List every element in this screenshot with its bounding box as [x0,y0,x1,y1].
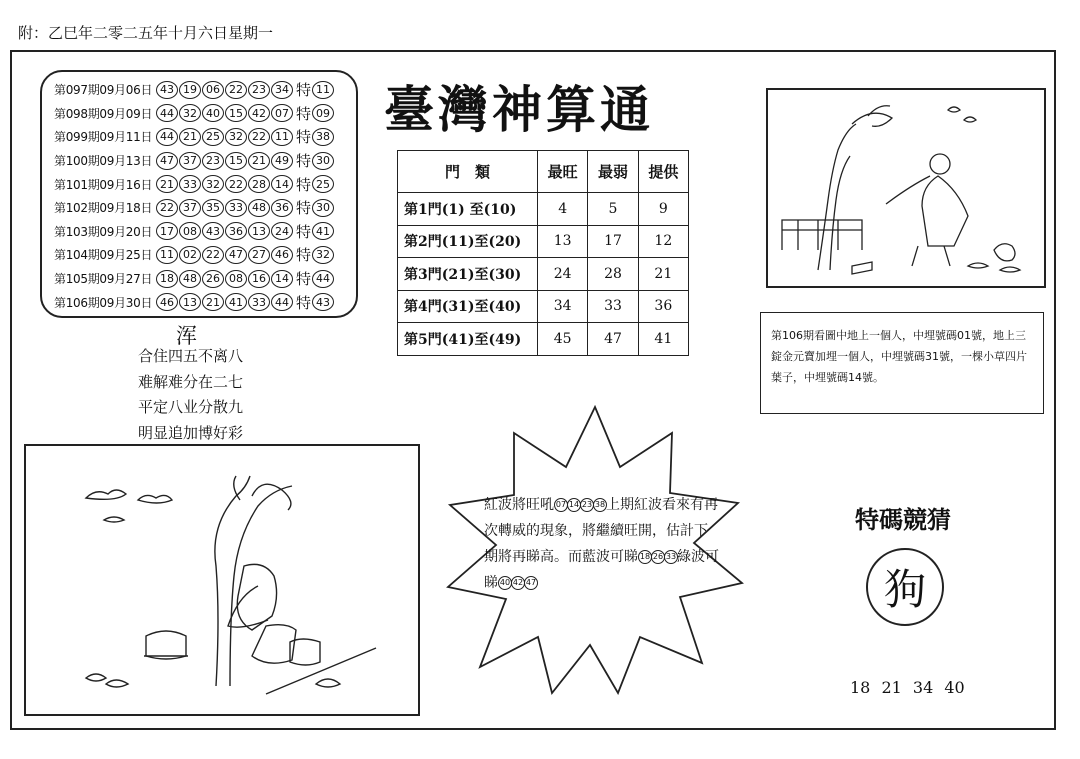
history-row [54,267,356,291]
number-ball: 44 [271,293,293,311]
number-ball: 24 [271,222,293,240]
number-ball: 22 [202,246,224,264]
gate-cold: 33 [588,290,638,323]
number-ball: 21 [156,175,178,193]
history-period: 第106期09月30日 [54,295,153,310]
special-label: 特 [296,199,312,218]
header-offer: 提供 [638,151,688,193]
number-ball: 32 [202,175,224,193]
number-ball: 23 [248,81,270,99]
special-label: 特 [296,81,312,100]
gate-hot: 34 [538,290,588,323]
history-row [54,243,356,267]
gate-cold: 47 [588,323,638,356]
poem-line: 合住四五不离八 [138,347,244,365]
special-number-ball: 41 [312,222,334,240]
green-wave-ball: 40 [498,576,512,590]
poem-heading: 浑 [176,324,197,348]
number-ball: 22 [248,128,270,146]
history-period: 第104期09月25日 [54,248,153,263]
special-number-ball: 25 [312,175,334,193]
gate-row [398,193,689,226]
gate-cold: 17 [588,225,638,258]
number-ball: 48 [248,199,270,217]
gate-category: 第5門(41)至(49) [398,323,538,356]
gate-table [397,150,689,356]
blue-wave-ball: 26 [651,550,665,564]
gate-hot: 4 [538,193,588,226]
gate-hot: 13 [538,225,588,258]
number-ball: 34 [271,81,293,99]
special-number-ball: 30 [312,152,334,170]
green-wave-prefix: 綠波可睇 [484,549,719,591]
history-period: 第099期09月11日 [54,130,153,145]
number-ball: 15 [225,104,247,122]
special-label: 特 [296,222,312,241]
number-ball: 36 [271,199,293,217]
special-guess-title: 特碼競猜 [855,505,951,534]
history-period: 第102期09月18日 [54,201,153,216]
number-ball: 17 [156,222,178,240]
special-label: 特 [296,246,312,265]
number-ball: 23 [202,152,224,170]
history-period: 第097期09月06日 [54,83,153,98]
history-row [54,125,356,149]
number-ball: 32 [225,128,247,146]
special-label: 特 [296,175,312,194]
number-ball: 19 [179,81,201,99]
number-ball: 11 [156,246,178,264]
gate-offer: 36 [638,290,688,323]
red-wave-ball: 14 [567,498,581,512]
number-ball: 49 [271,152,293,170]
number-ball: 22 [156,199,178,217]
number-ball: 33 [179,175,201,193]
history-row [54,102,356,126]
special-number-ball: 32 [312,246,334,264]
history-period: 第103期09月20日 [54,224,153,239]
special-label: 特 [296,293,312,312]
number-ball: 41 [225,293,247,311]
number-ball: 13 [248,222,270,240]
number-ball: 26 [202,270,224,288]
special-number-ball: 43 [312,293,334,311]
number-ball: 13 [179,293,201,311]
special-label: 特 [296,270,312,289]
gate-offer: 41 [638,323,688,356]
number-ball: 06 [202,81,224,99]
red-wave-ball: 23 [580,498,594,512]
gate-offer: 21 [638,258,688,291]
number-ball: 02 [179,246,201,264]
header-date: 附：乙巳年二零二五年十月六日星期一 [18,24,274,42]
star-body: 紅波看來有再次轉威的現象，將繼續旺開，估計下期將再睇高。而藍波可睇 [484,497,718,565]
star-text [484,492,720,596]
number-ball: 33 [225,199,247,217]
gate-category: 第1門(1) 至(10) [398,193,538,226]
number-ball: 46 [271,246,293,264]
number-ball: 32 [179,104,201,122]
number-ball: 48 [179,270,201,288]
number-ball: 35 [202,199,224,217]
number-ball: 40 [202,104,224,122]
number-ball: 18 [156,270,178,288]
history-row [54,196,356,220]
special-label: 特 [296,104,312,123]
number-ball: 14 [271,270,293,288]
number-ball: 44 [156,128,178,146]
history-results [40,70,358,318]
special-guess-numbers: 18 21 34 40 [850,678,965,697]
poem-line: 明显追加博好彩 [138,423,244,442]
number-ball: 43 [202,222,224,240]
gate-hot: 45 [538,323,588,356]
number-ball: 44 [156,104,178,122]
blue-wave-ball: 33 [664,550,678,564]
special-number-ball: 44 [312,270,334,288]
number-ball: 46 [156,293,178,311]
number-ball: 25 [202,128,224,146]
gate-offer: 12 [638,225,688,258]
page-title: 臺灣神算通 [384,80,654,139]
illustration-seated-scholar [24,444,420,716]
gate-cold: 5 [588,193,638,226]
number-ball: 08 [225,270,247,288]
header-hot: 最旺 [538,151,588,193]
history-row [54,290,356,314]
poem [138,344,243,446]
history-period: 第101期09月16日 [54,177,153,192]
number-ball: 36 [225,222,247,240]
number-ball: 47 [225,246,247,264]
poem-line: 平定八业分散九 [138,398,244,416]
special-number-ball: 09 [312,104,334,122]
number-ball: 33 [248,293,270,311]
gate-row [398,258,689,291]
history-period: 第100期09月13日 [54,154,153,169]
history-row [54,172,356,196]
number-ball: 28 [248,175,270,193]
gate-row [398,323,689,356]
number-ball: 22 [225,81,247,99]
special-number-ball: 11 [312,81,334,99]
red-wave-ball: 07 [554,498,568,512]
illustration-pointing-man [766,88,1046,288]
number-ball: 11 [271,128,293,146]
number-ball: 27 [248,246,270,264]
number-ball: 16 [248,270,270,288]
number-ball: 08 [179,222,201,240]
gate-row [398,290,689,323]
number-ball: 47 [156,152,178,170]
gate-hot: 24 [538,258,588,291]
gate-cold: 28 [588,258,638,291]
blue-wave-ball: 18 [638,550,652,564]
poem-line: 难解难分在二七 [138,372,244,391]
number-ball: 37 [179,152,201,170]
number-ball: 42 [248,104,270,122]
green-wave-ball: 47 [524,576,538,590]
special-number-ball: 30 [312,199,334,217]
gate-category: 第4門(31)至(40) [398,290,538,323]
green-wave-ball: 42 [511,576,525,590]
zodiac-circle: 狗 [866,548,944,626]
number-ball: 37 [179,199,201,217]
number-ball: 22 [225,175,247,193]
pointing-man-drawing [768,90,1044,286]
header-cold: 最弱 [588,151,638,193]
gate-row [398,225,689,258]
number-ball: 21 [202,293,224,311]
gate-offer: 9 [638,193,688,226]
number-ball: 21 [179,128,201,146]
number-ball: 43 [156,81,178,99]
gate-category: 第2門(11)至(20) [398,225,538,258]
number-ball: 14 [271,175,293,193]
history-row [54,220,356,244]
history-row [54,149,356,173]
special-number-ball: 38 [312,128,334,146]
special-label: 特 [296,152,312,171]
star-line-suffix: 上期 [606,497,634,513]
history-row [54,78,356,102]
number-ball: 21 [248,152,270,170]
number-ball: 07 [271,104,293,122]
special-label: 特 [296,128,312,147]
red-wave-ball: 38 [593,498,607,512]
scholar-drawing [26,446,418,714]
history-period: 第105期09月27日 [54,272,153,287]
star-line-prefix: 紅波將旺吼 [484,497,554,513]
header-category: 門 類 [398,151,538,193]
history-period: 第098期09月09日 [54,106,153,121]
gate-category: 第3門(21)至(30) [398,258,538,291]
number-ball: 15 [225,152,247,170]
hint-box: 第106期看圖中地上一個人，中埋號碼01號，地上三錠金元寶加埋一個人，中埋號碼31號，一棵小草四片葉子，中埋號碼14號。 [760,312,1044,414]
